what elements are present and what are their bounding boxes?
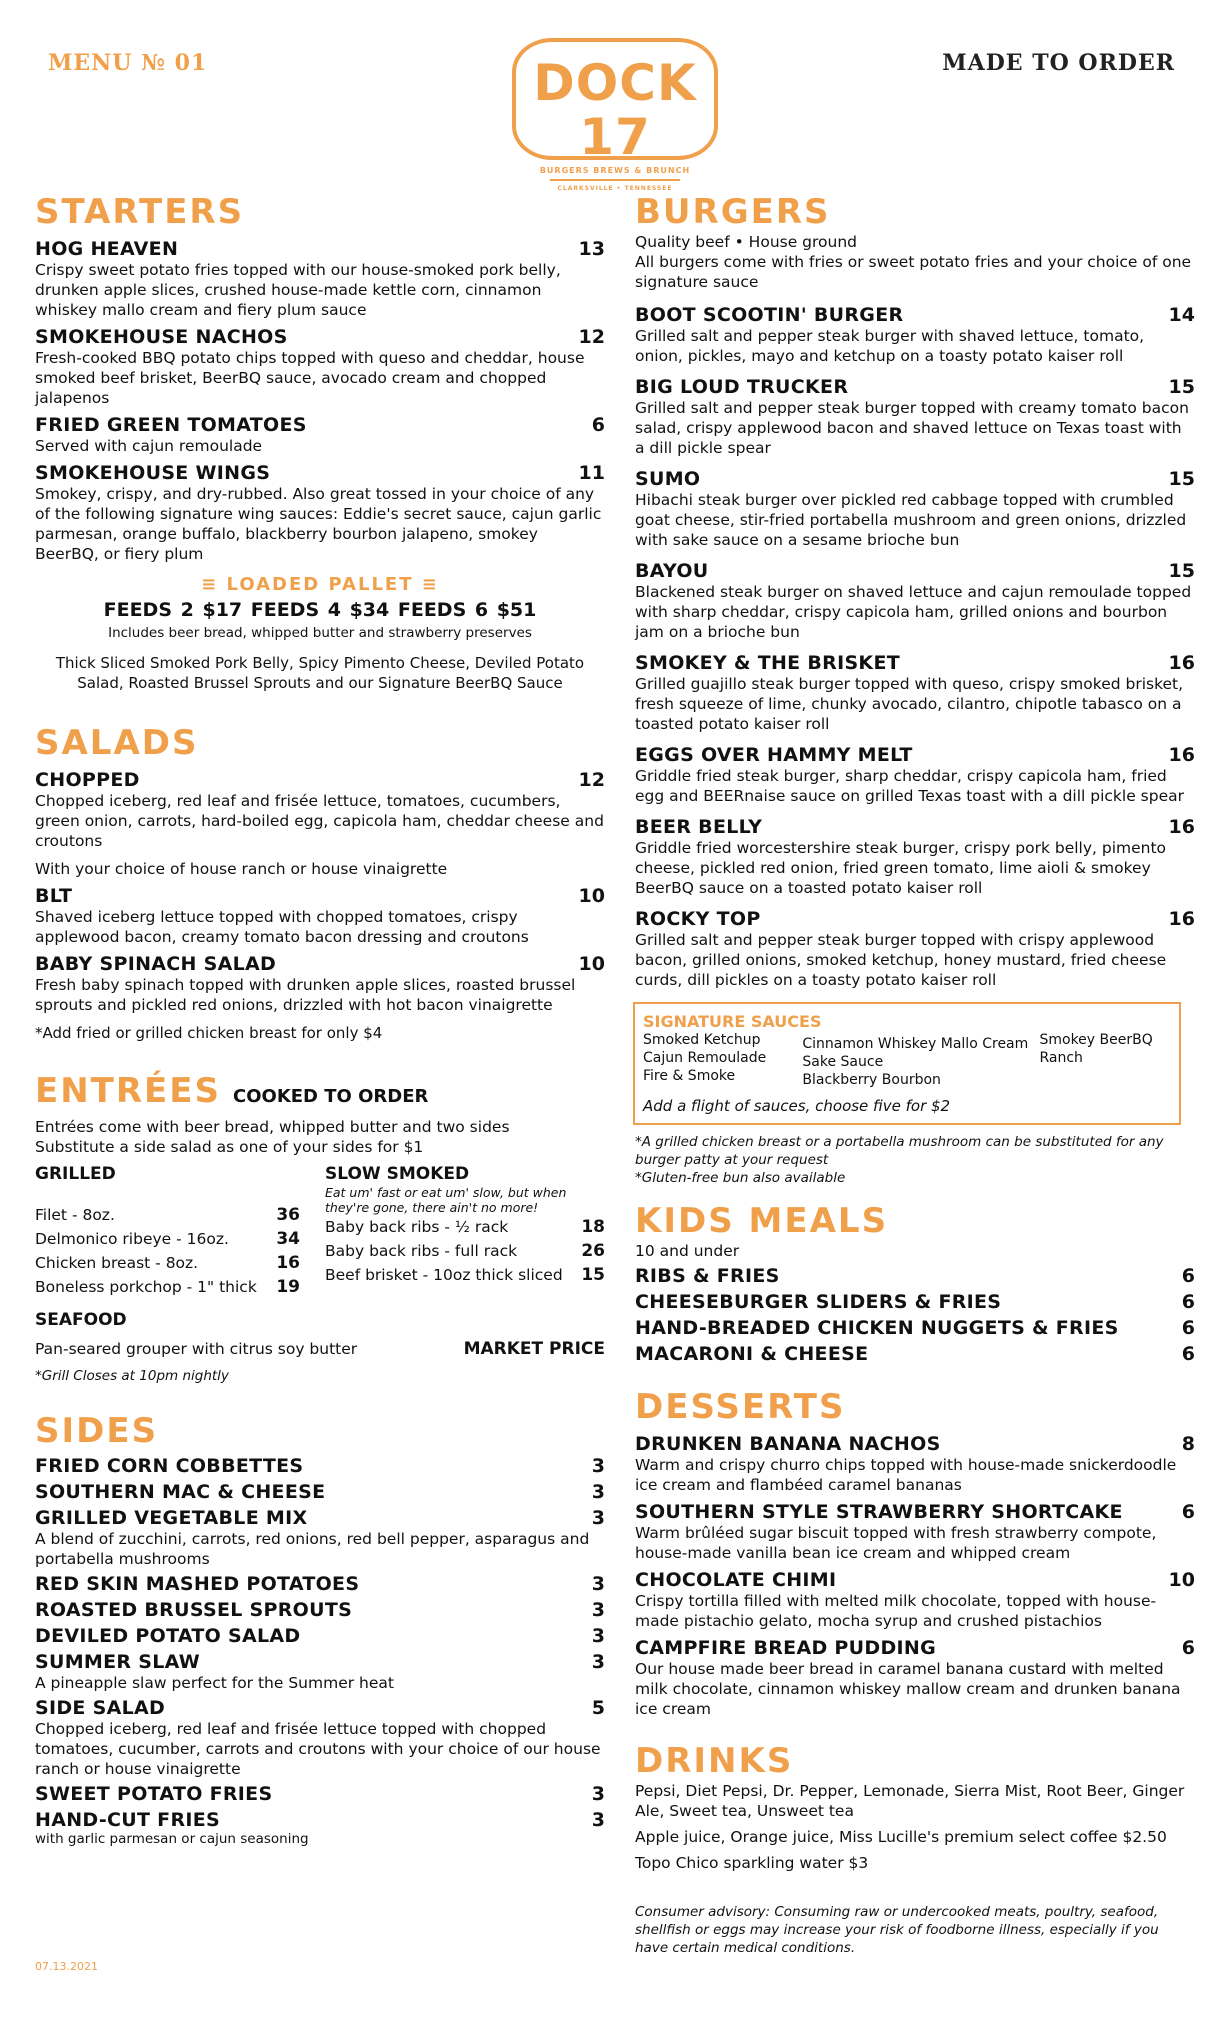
item-description: Our house made beer bread in caramel banana custard with melted milk chocolate, cinnamon whiskey mallow cream and drunken banana ice cream <box>635 1660 1181 1718</box>
item-name: HAND-CUT FRIES <box>35 1809 221 1831</box>
menu-item <box>635 1501 1195 1563</box>
item-name: DEVILED POTATO SALAD <box>35 1625 301 1647</box>
item-description: A blend of zucchini, carrots, red onions, red bell pepper, asparagus and portabella mushrooms <box>35 1530 590 1568</box>
menu-item <box>35 1455 605 1477</box>
item-price: 6 <box>591 414 605 436</box>
salads-note: *Add fried or grilled chicken breast for only $4 <box>35 1024 383 1042</box>
menu-item <box>35 326 605 408</box>
item-price: 16 <box>1168 652 1195 674</box>
consumer-advisory: Consumer advisory: Consuming raw or undercooked meats, poultry, seafood, shellfish or eggs may increase your risk of foodborne illness, especially if you have certain medical conditions. <box>635 1904 1159 1956</box>
grilled-heading: GRILLED <box>35 1164 116 1184</box>
item-name: SMOKEHOUSE WINGS <box>35 462 271 484</box>
sauce-name: Smoked Ketchup <box>643 1032 761 1048</box>
menu-item <box>635 1291 1195 1313</box>
item-price: 3 <box>591 1573 605 1595</box>
sauce-name: Cinnamon Whiskey Mallo Cream <box>802 1036 1029 1052</box>
item-name: BOOT SCOOTIN' BURGER <box>635 304 904 326</box>
item-name: CHEESEBURGER SLIDERS & FRIES <box>635 1291 1002 1313</box>
menu-item <box>635 744 1195 806</box>
right-column <box>635 192 1195 1957</box>
sauce-name: Blackberry Bourbon <box>802 1072 941 1088</box>
item-description: Grilled guajillo steak burger topped with queso, crispy smoked brisket, fresh squeeze of lime, chunky avocado, cilantro, chipotle tabasco on a toasted potato kaiser roll <box>635 675 1184 733</box>
slow-smoked-note: Eat um' fast or eat um' slow, but when they're gone, there ain't no more! <box>325 1185 567 1215</box>
item-name: CHOCOLATE CHIMI <box>635 1569 837 1591</box>
item-price: 6 <box>1181 1637 1195 1659</box>
item-description: Served with cajun remoulade <box>35 437 263 455</box>
entree-price: 34 <box>276 1229 300 1249</box>
section-title: DRINKS <box>635 1741 794 1781</box>
entree-name: Baby back ribs - full rack <box>325 1242 518 1260</box>
item-description: Chopped iceberg, red leaf and frisée lettuce topped with chopped tomatoes, cucumber, carrots and croutons with your choice of our house ranch or house vinaigrette <box>35 1720 601 1778</box>
item-extra: With your choice of house ranch or house vinaigrette <box>35 860 448 878</box>
item-price: 16 <box>1168 744 1195 766</box>
list-item <box>325 1215 605 1239</box>
burgers-intro: All burgers come with fries or sweet potato fries and your choice of one signature sauce <box>635 253 1192 291</box>
menu-item <box>35 238 605 320</box>
menu-item <box>35 885 605 947</box>
item-price: 5 <box>591 1697 605 1719</box>
slow-smoked-column <box>325 1163 605 1299</box>
burgers-intro: Quality beef • House ground <box>635 233 858 251</box>
menu-item <box>35 1697 605 1779</box>
menu-item <box>635 652 1195 734</box>
entree-price: 18 <box>581 1217 605 1237</box>
item-description: Grilled salt and pepper steak burger topped with crispy applewood bacon, grilled onions, smoked ketchup, honey mustard, fried cheese curds, dill pickles on a toasty potato kaiser roll <box>635 931 1167 989</box>
item-description: Warm brûléed sugar biscuit topped with fresh strawberry compote, house-made vanilla bean ice cream and whipped cream <box>635 1524 1157 1562</box>
item-name: SMOKEHOUSE NACHOS <box>35 326 288 348</box>
entree-name: Baby back ribs - ½ rack <box>325 1218 509 1236</box>
sauces-title: SIGNATURE SAUCES <box>643 1012 822 1031</box>
pallet-items: Thick Sliced Smoked Pork Belly, Spicy Pimento Cheese, Deviled Potato Salad, Roasted Brussel Sprouts and our Signature BeerBQ Sauce <box>55 654 585 692</box>
sauces-list <box>643 1031 1169 1089</box>
list-item <box>35 1275 300 1299</box>
section-title: SIDES <box>35 1411 159 1451</box>
item-description: Warm and crispy churro chips topped with house-made snickerdoodle ice cream and flambéed caramel bananas <box>635 1456 1177 1494</box>
item-description: Griddle fried worcestershire steak burger, crispy pork belly, pimento cheese, pickled red onion, fried green tomato, lime aioli & smokey BeerBQ sauce on a toasted potato kaiser roll <box>635 839 1167 897</box>
item-name: SMOKEY & THE BRISKET <box>635 652 900 674</box>
sauce-name: Fire & Smoke <box>643 1068 736 1084</box>
item-price: 3 <box>591 1783 605 1805</box>
item-description: Crispy sweet potato fries topped with our house-smoked pork belly, drunken apple slices, crushed house-made kettle corn, cinnamon whiskey mallo cream and fiery plum sauce <box>35 261 561 319</box>
menu-item <box>635 1265 1195 1287</box>
item-name: DRUNKEN BANANA NACHOS <box>635 1433 941 1455</box>
item-description: Fresh baby spinach topped with drunken apple slices, roasted brussel sprouts and pickled red onions, drizzled with hot bacon vinaigrette <box>35 976 576 1014</box>
menu-item <box>635 816 1195 898</box>
item-name: CHOPPED <box>35 769 140 791</box>
menu-item <box>635 1637 1195 1719</box>
menu-item <box>35 953 605 1015</box>
item-price: 6 <box>1181 1343 1195 1365</box>
sauce-flight-note: Add a flight of sauces, choose five for $2 <box>643 1097 951 1115</box>
dock17-logo <box>512 38 718 192</box>
item-price: 3 <box>591 1455 605 1477</box>
drinks-line: Pepsi, Diet Pepsi, Dr. Pepper, Lemonade, Sierra Mist, Root Beer, Ginger Ale, Sweet tea, Unsweet tea <box>635 1782 1185 1820</box>
list-item <box>325 1239 605 1263</box>
item-description: Fresh-cooked BBQ potato chips topped with queso and cheddar, house smoked beef brisket, BeerBQ sauce, avocado cream and chopped jalapenos <box>35 349 585 407</box>
menu-item <box>635 1569 1195 1631</box>
item-name: SUMO <box>635 468 701 490</box>
item-price: 12 <box>578 769 605 791</box>
item-description: Crispy tortilla filled with melted milk chocolate, topped with house-made pistachio gelato, mocha syrup and crushed pistachios <box>635 1592 1157 1630</box>
menu-item <box>635 468 1195 550</box>
entrees-grid <box>35 1163 605 1299</box>
item-price: 12 <box>578 326 605 348</box>
item-description: Chopped iceberg, red leaf and frisée lettuce, tomatoes, cucumbers, green onion, carrots, hard-boiled egg, capicola ham, cheddar cheese and croutons <box>35 792 604 850</box>
item-name: MACARONI & CHEESE <box>635 1343 869 1365</box>
menu-item <box>35 1809 605 1848</box>
item-name: FRIED GREEN TOMATOES <box>35 414 307 436</box>
section-title: STARTERS <box>35 192 245 232</box>
item-price: 3 <box>591 1507 605 1529</box>
list-item <box>35 1227 300 1251</box>
list-item <box>35 1203 300 1227</box>
item-name: GRILLED VEGETABLE MIX <box>35 1507 308 1529</box>
menu-item <box>35 1625 605 1647</box>
menu-item <box>35 462 605 564</box>
item-name: BLT <box>35 885 73 907</box>
menu-item <box>35 1651 605 1693</box>
item-price: 3 <box>591 1625 605 1647</box>
pallet-feeds: FEEDS 2 $17 FEEDS 4 $34 FEEDS 6 $51 <box>103 599 537 621</box>
menu-item <box>35 414 605 456</box>
section-title <box>35 1071 605 1117</box>
sauce-name: Ranch <box>1039 1050 1083 1066</box>
logo-title: DOCK 17 <box>533 54 697 166</box>
sauce-name: Sake Sauce <box>802 1054 884 1070</box>
entrees-title: ENTRÉES <box>35 1071 221 1111</box>
menu-item <box>635 560 1195 642</box>
sauces-col <box>643 1031 802 1089</box>
item-name: BABY SPINACH SALAD <box>35 953 277 975</box>
item-price: 3 <box>591 1651 605 1673</box>
item-price: 8 <box>1181 1433 1195 1455</box>
item-price: 10 <box>578 885 605 907</box>
section-title: DESSERTS <box>635 1387 846 1427</box>
seafood-heading: SEAFOOD <box>35 1310 127 1330</box>
list-item <box>35 1251 300 1275</box>
item-name: SIDE SALAD <box>35 1697 166 1719</box>
salads-section <box>35 723 605 1043</box>
desserts-section <box>635 1387 1195 1719</box>
entree-price: 15 <box>581 1265 605 1285</box>
entree-price: 19 <box>276 1277 300 1297</box>
entree-name: Boneless porkchop - 1" thick <box>35 1278 257 1296</box>
loaded-pallet <box>35 574 605 693</box>
made-to-order-label: MADE TO ORDER <box>942 50 1175 76</box>
menu-item <box>35 1599 605 1621</box>
left-column <box>35 192 605 1848</box>
pallet-includes: Includes beer bread, whipped butter and strawberry preserves <box>108 625 532 641</box>
list-item <box>35 1337 605 1361</box>
item-name: SUMMER SLAW <box>35 1651 201 1673</box>
item-price: 16 <box>1168 908 1195 930</box>
item-price: 13 <box>578 238 605 260</box>
item-price: 14 <box>1168 304 1195 326</box>
item-description: Grilled salt and pepper steak burger with shaved lettuce, tomato, onion, pickles, mayo and ketchup on a toasty potato kaiser roll <box>635 327 1145 365</box>
item-name: SOUTHERN MAC & CHEESE <box>35 1481 326 1503</box>
sauce-name: Cajun Remoulade <box>643 1050 767 1066</box>
kids-age-note: 10 and under <box>635 1242 740 1260</box>
logo-subtitle: BURGERS BREWS & BRUNCH <box>539 166 691 175</box>
entree-name: Filet - 8oz. <box>35 1206 115 1224</box>
logo-city: CLARKSVILLE • TENNESSEE <box>557 185 673 192</box>
item-name: EGGS OVER HAMMY MELT <box>635 744 913 766</box>
item-name: HAND-BREADED CHICKEN NUGGETS & FRIES <box>635 1317 1119 1339</box>
kids-section <box>635 1201 1195 1365</box>
entree-price: 26 <box>581 1241 605 1261</box>
entrees-section <box>35 1071 605 1385</box>
sauces-col <box>802 1031 1039 1089</box>
item-price: 6 <box>1181 1265 1195 1287</box>
menu-item <box>635 1343 1195 1365</box>
starters-section <box>35 192 605 693</box>
menu-date: 07.13.2021 <box>35 1960 98 1973</box>
menu-item <box>635 908 1195 990</box>
pallet-title: ≡ LOADED PALLET ≡ <box>201 574 439 595</box>
item-description: A pineapple slaw perfect for the Summer heat <box>35 1674 394 1692</box>
menu-item <box>35 1481 605 1503</box>
entree-price: 16 <box>276 1253 300 1273</box>
entree-name: Chicken breast - 8oz. <box>35 1254 199 1272</box>
menu-item <box>35 1573 605 1595</box>
menu-item <box>35 1507 605 1569</box>
sauce-name: Smokey BeerBQ <box>1039 1032 1153 1048</box>
sides-section <box>35 1411 605 1848</box>
entree-name: Delmonico ribeye - 16oz. <box>35 1230 229 1248</box>
item-price: 6 <box>1181 1317 1195 1339</box>
item-price: 6 <box>1181 1501 1195 1523</box>
item-description: Hibachi steak burger over pickled red cabbage topped with crumbled goat cheese, stir-fried portabella mushroom and green onions, drizzled with sake sauce on a sesame brioche bun <box>635 491 1187 549</box>
item-name: BEER BELLY <box>635 816 763 838</box>
item-price: 15 <box>1168 376 1195 398</box>
item-price: 16 <box>1168 816 1195 838</box>
item-name: RIBS & FRIES <box>635 1265 780 1287</box>
drinks-line: Apple juice, Orange juice, Miss Lucille's premium select coffee $2.50 <box>635 1828 1167 1846</box>
starters-list <box>35 238 605 564</box>
item-price: 3 <box>591 1481 605 1503</box>
item-name: SWEET POTATO FRIES <box>35 1783 273 1805</box>
section-title: KIDS MEALS <box>635 1201 889 1241</box>
menu-item <box>635 1433 1195 1495</box>
list-item <box>325 1263 605 1287</box>
item-description: Grilled salt and pepper steak burger topped with creamy tomato bacon salad, crispy applewood bacon and shaved lettuce on Texas toast with a dill pickle spear <box>635 399 1189 457</box>
seafood-price: MARKET PRICE <box>463 1339 605 1359</box>
entrees-intro: Entrées come with beer bread, whipped butter and two sides <box>35 1118 510 1136</box>
entree-price: 36 <box>276 1205 300 1225</box>
grilled-column <box>35 1163 300 1299</box>
item-price: 6 <box>1181 1291 1195 1313</box>
item-price: 3 <box>591 1809 605 1831</box>
pallet-title-text: LOADED PALLET <box>226 574 414 595</box>
section-title: SALADS <box>35 723 199 763</box>
item-name: BAYOU <box>635 560 709 582</box>
item-price: 3 <box>591 1599 605 1621</box>
drinks-line: Topo Chico sparkling water $3 <box>635 1854 869 1872</box>
item-name: ROASTED BRUSSEL SPROUTS <box>35 1599 353 1621</box>
entrees-subtitle: COOKED TO ORDER <box>233 1086 429 1107</box>
item-name: CAMPFIRE BREAD PUDDING <box>635 1637 936 1659</box>
drinks-section <box>635 1741 1195 1873</box>
menu-item <box>635 376 1195 458</box>
item-name: ROCKY TOP <box>635 908 761 930</box>
menu-item <box>635 1317 1195 1339</box>
burger-substitution-note: *A grilled chicken breast or a portabella mushroom can be substituted for any burger patty at your request <box>635 1134 1164 1168</box>
item-description: with garlic parmesan or cajun seasoning <box>35 1831 309 1847</box>
item-description: Blackened steak burger on shaved lettuce and cajun remoulade topped with sharp cheddar, crispy capicola ham, grilled onions and bourbon jam on a brioche bun <box>635 583 1192 641</box>
sauces-col <box>1039 1031 1169 1089</box>
item-name: HOG HEAVEN <box>35 238 179 260</box>
signature-sauces-box <box>633 1002 1181 1125</box>
item-name: FRIED CORN COBBETTES <box>35 1455 304 1477</box>
item-description: Griddle fried steak burger, sharp cheddar, crispy capicola ham, fried egg and BEERnaise sauce on grilled Texas toast with a dill pickle spear <box>635 767 1185 805</box>
item-price: 15 <box>1168 468 1195 490</box>
menu-number: MENU № 01 <box>48 50 208 76</box>
item-name: RED SKIN MASHED POTATOES <box>35 1573 360 1595</box>
entree-name: Beef brisket - 10oz thick sliced <box>325 1266 563 1284</box>
item-name: SOUTHERN STYLE STRAWBERRY SHORTCAKE <box>635 1501 1123 1523</box>
item-price: 10 <box>1168 1569 1195 1591</box>
section-title: BURGERS <box>635 192 831 232</box>
item-price: 11 <box>578 462 605 484</box>
entrees-intro: Substitute a side salad as one of your sides for $1 <box>35 1138 424 1156</box>
item-description: Smokey, crispy, and dry-rubbed. Also great tossed in your choice of any of the following signature wing sauces: Eddie's secret sauce, cajun garlic parmesan, orange buffalo, blackberry bourbon jalapeno, smokey BeerBQ, or fiery plum <box>35 485 602 563</box>
grill-note: *Grill Closes at 10pm nightly <box>35 1368 229 1384</box>
menu-item <box>35 769 605 879</box>
menu-item <box>35 1783 605 1805</box>
logo-divider <box>550 179 680 181</box>
menu-item <box>635 304 1195 366</box>
seafood-name: Pan-seared grouper with citrus soy butter <box>35 1340 358 1358</box>
item-price: 15 <box>1168 560 1195 582</box>
gluten-free-note: *Gluten-free bun also available <box>635 1170 846 1186</box>
item-price: 10 <box>578 953 605 975</box>
slow-smoked-heading: SLOW SMOKED <box>325 1164 470 1184</box>
item-name: BIG LOUD TRUCKER <box>635 376 849 398</box>
item-description: Shaved iceberg lettuce topped with chopped tomatoes, crispy applewood bacon, creamy tomato bacon dressing and croutons <box>35 908 529 946</box>
burgers-section <box>635 192 1195 1187</box>
